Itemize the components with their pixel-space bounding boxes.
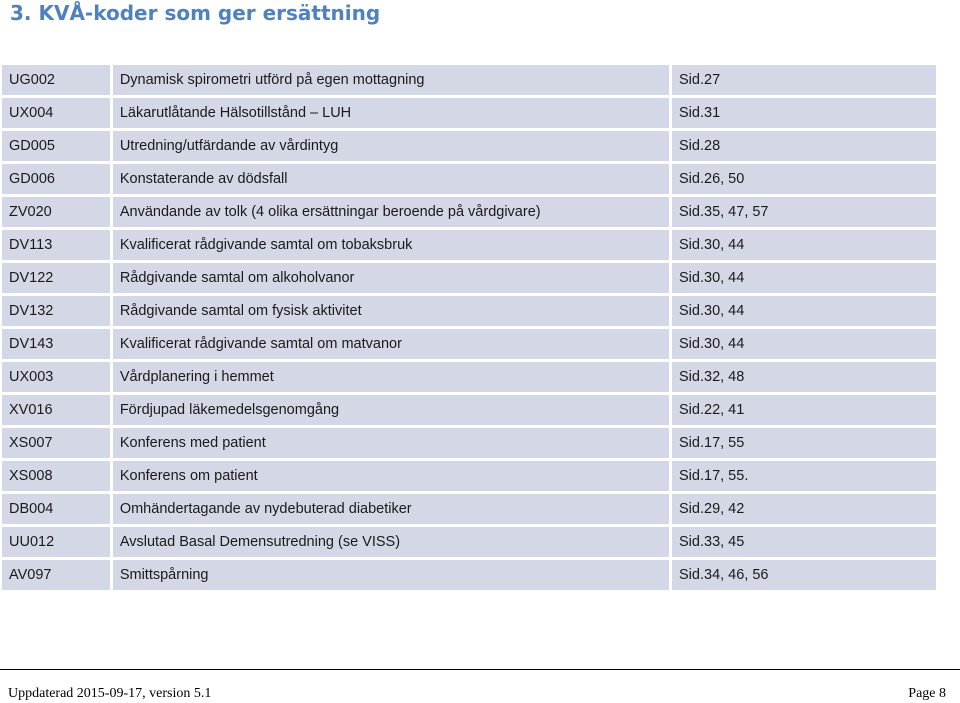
table-row	[2, 296, 936, 326]
description-cell: Kvalificerat rådgivande samtal om matvanor	[113, 329, 672, 359]
table-row	[2, 494, 936, 524]
footer-updated-text: Uppdaterad 2015-09-17, version 5.1	[8, 686, 212, 701]
section-heading: 3. KVÅ-koder som ger ersättning	[10, 1, 381, 25]
page-ref-cell: Sid.34, 46, 56	[672, 560, 936, 590]
page-ref-cell: Sid.30, 44	[672, 263, 936, 293]
page-ref-cell: Sid.17, 55	[672, 428, 936, 458]
description-cell: Läkarutlåtande Hälsotillstånd – LUH	[113, 98, 672, 128]
description-cell: Användande av tolk (4 olika ersättningar beroende på vårdgivare)	[113, 197, 672, 227]
table-row	[2, 263, 936, 293]
description-cell: Kvalificerat rådgivande samtal om tobaksbruk	[113, 230, 672, 260]
description-cell: Utredning/utfärdande av vårdintyg	[113, 131, 672, 161]
page-ref-cell: Sid.32, 48	[672, 362, 936, 392]
kva-code-table	[2, 62, 936, 593]
page-ref-cell: Sid.27	[672, 65, 936, 95]
kva-code-cell: ZV020	[2, 197, 113, 227]
description-cell: Konferens med patient	[113, 428, 672, 458]
description-cell: Avslutad Basal Demensutredning (se VISS)	[113, 527, 672, 557]
kva-code-cell: GD006	[2, 164, 113, 194]
page-ref-cell: Sid.29, 42	[672, 494, 936, 524]
kva-code-cell: XS007	[2, 428, 113, 458]
description-cell: Omhändertagande av nydebuterad diabetiker	[113, 494, 672, 524]
description-cell: Rådgivande samtal om fysisk aktivitet	[113, 296, 672, 326]
kva-code-cell: DV132	[2, 296, 113, 326]
description-cell: Rådgivande samtal om alkoholvanor	[113, 263, 672, 293]
table-row	[2, 65, 936, 95]
table-row	[2, 329, 936, 359]
page-ref-cell: Sid.28	[672, 131, 936, 161]
description-cell: Smittspårning	[113, 560, 672, 590]
kva-code-cell: UX004	[2, 98, 113, 128]
table-row	[2, 362, 936, 392]
kva-code-cell: UU012	[2, 527, 113, 557]
table-row	[2, 164, 936, 194]
description-cell: Dynamisk spirometri utförd på egen mottagning	[113, 65, 672, 95]
page-ref-cell: Sid.17, 55.	[672, 461, 936, 491]
table-row	[2, 428, 936, 458]
table-row	[2, 560, 936, 590]
table-row	[2, 98, 936, 128]
table-row	[2, 230, 936, 260]
kva-code-cell: XV016	[2, 395, 113, 425]
kva-code-cell: UX003	[2, 362, 113, 392]
page-ref-cell: Sid.22, 41	[672, 395, 936, 425]
page-ref-cell: Sid.30, 44	[672, 296, 936, 326]
table-row	[2, 131, 936, 161]
page-ref-cell: Sid.33, 45	[672, 527, 936, 557]
kva-code-cell: AV097	[2, 560, 113, 590]
page-ref-cell: Sid.35, 47, 57	[672, 197, 936, 227]
table-row	[2, 395, 936, 425]
table-row	[2, 527, 936, 557]
table-row	[2, 461, 936, 491]
kva-code-cell: XS008	[2, 461, 113, 491]
kva-code-cell: DV113	[2, 230, 113, 260]
page-ref-cell: Sid.30, 44	[672, 230, 936, 260]
kva-code-table-body	[2, 65, 936, 590]
page-ref-cell: Sid.30, 44	[672, 329, 936, 359]
kva-code-cell: DV122	[2, 263, 113, 293]
description-cell: Konstaterande av dödsfall	[113, 164, 672, 194]
description-cell: Konferens om patient	[113, 461, 672, 491]
kva-code-cell: UG002	[2, 65, 113, 95]
description-cell: Vårdplanering i hemmet	[113, 362, 672, 392]
footer-page-number: Page 8	[908, 686, 946, 701]
kva-code-cell: GD005	[2, 131, 113, 161]
kva-code-cell: DB004	[2, 494, 113, 524]
kva-code-cell: DV143	[2, 329, 113, 359]
table-row	[2, 197, 936, 227]
footer-divider	[0, 669, 960, 670]
page-ref-cell: Sid.26, 50	[672, 164, 936, 194]
page-ref-cell: Sid.31	[672, 98, 936, 128]
description-cell: Fördjupad läkemedelsgenomgång	[113, 395, 672, 425]
